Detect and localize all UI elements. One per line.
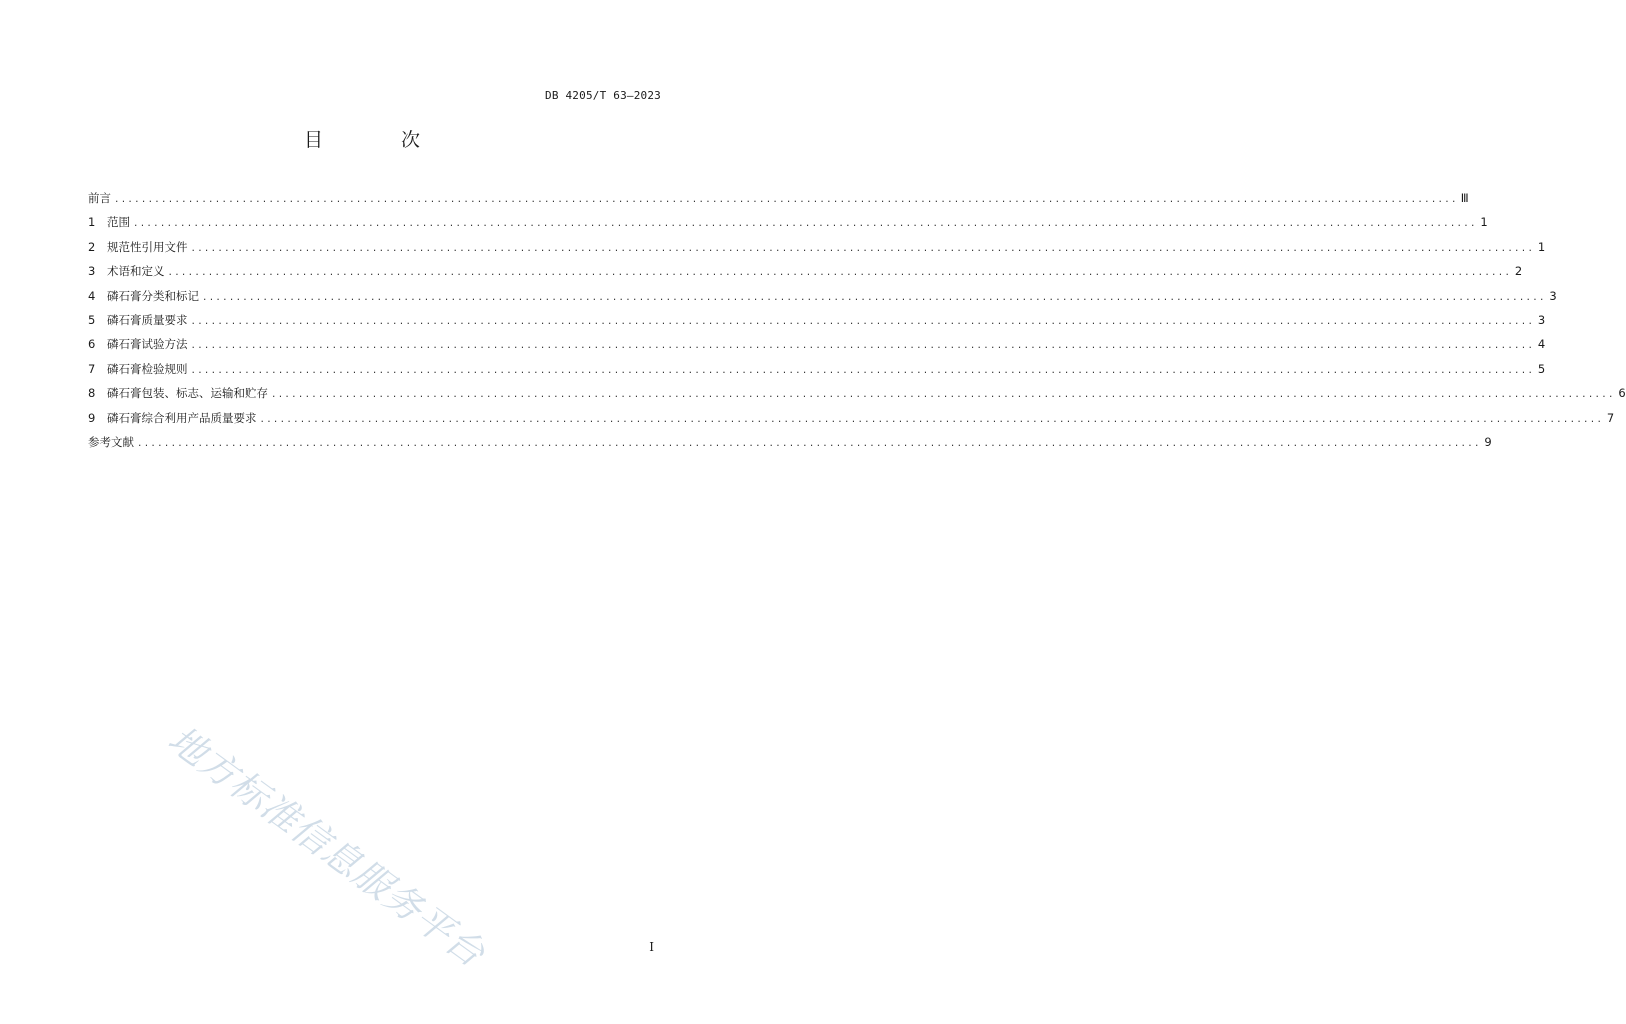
toc-entry-page: Ⅲ [1460, 191, 1469, 205]
toc-entry-page: 1 [1480, 215, 1488, 230]
toc-leader-dots: ........................................................................................................................................................................................................ [167, 268, 1512, 279]
toc-entry-title: 磷石膏包装、标志、运输和贮存 [107, 386, 268, 401]
toc-entry-number: 4 [88, 288, 96, 303]
toc-entry-4[interactable] [88, 288, 1557, 312]
toc-entry-page: 5 [1537, 361, 1546, 376]
toc-entry-number: 1 [88, 215, 96, 230]
toc-entry-title: 范围 [107, 215, 130, 230]
toc-entry-number: 7 [88, 361, 96, 376]
toc-entry-references[interactable] [88, 434, 1492, 458]
toc-entry-title: 磷石膏检验规则 [107, 361, 188, 376]
toc-entry-page: 1 [1537, 239, 1546, 254]
toc-entry-page: 3 [1549, 288, 1557, 303]
toc-entry-title: 磷石膏综合利用产品质量要求 [107, 410, 257, 425]
toc-entry-7[interactable] [88, 361, 1546, 385]
toc-leader-dots: ........................................................................................................................................................................................................ [271, 390, 1615, 401]
toc-entry-title: 术语和定义 [107, 264, 165, 279]
watermark: 地方标准信息服务平台 [160, 717, 494, 976]
toc-entry-title: 磷石膏试验方法 [107, 337, 188, 352]
toc-entry-number: 8 [88, 386, 96, 401]
toc-entry-5[interactable] [88, 312, 1546, 336]
toc-entry-page: 2 [1514, 264, 1523, 279]
toc-entry-page: 4 [1537, 337, 1546, 352]
toc-leader-dots: ........................................................................................................................................................................................................ [190, 316, 1535, 327]
toc-entry-title: 规范性引用文件 [107, 239, 188, 254]
toc-leader-dots: ........................................................................................................................................................................................................ [190, 243, 1535, 254]
page-number: I [649, 940, 654, 954]
toc-entry-number: 2 [88, 239, 96, 254]
toc-entry-number: 6 [88, 337, 96, 352]
toc-leader-dots: ........................................................................................................................................................................................................ [114, 195, 1458, 205]
toc-leader-dots: ........................................................................................................................................................................................................ [133, 219, 1477, 230]
toc-entry-2[interactable] [88, 239, 1546, 263]
toc-entry-3[interactable] [88, 263, 1523, 287]
toc-entry-6[interactable] [88, 336, 1546, 360]
toc-entry-page: 7 [1606, 410, 1615, 425]
toc-entry-1[interactable] [88, 214, 1488, 238]
toc-entry-title: 参考文献 [88, 434, 134, 449]
toc-entry-page: 9 [1484, 434, 1492, 449]
toc-entry-foreword[interactable] [88, 190, 1469, 214]
toc-leader-dots: ........................................................................................................................................................................................................ [190, 341, 1535, 352]
table-of-contents [88, 190, 1626, 458]
toc-entry-title: 磷石膏质量要求 [107, 312, 188, 327]
toc-entry-page: 6 [1618, 386, 1626, 401]
toc-entry-number: 9 [88, 410, 96, 425]
toc-entry-9[interactable] [88, 410, 1615, 434]
toc-leader-dots: ........................................................................................................................................................................................................ [202, 292, 1546, 303]
toc-entry-number: 3 [88, 264, 96, 279]
toc-title: 目 次 [303, 129, 457, 151]
toc-entry-number: 5 [88, 312, 96, 327]
toc-leader-dots: ........................................................................................................................................................................................................ [137, 438, 1481, 449]
toc-leader-dots: ........................................................................................................................................................................................................ [259, 414, 1604, 425]
standard-code: DB 4205/T 63—2023 [545, 89, 661, 102]
toc-entry-8[interactable] [88, 385, 1626, 409]
toc-leader-dots: ........................................................................................................................................................................................................ [190, 365, 1535, 376]
toc-entry-title: 磷石膏分类和标记 [107, 288, 199, 303]
toc-entry-page: 3 [1537, 312, 1546, 327]
toc-entry-title: 前言 [88, 191, 111, 205]
